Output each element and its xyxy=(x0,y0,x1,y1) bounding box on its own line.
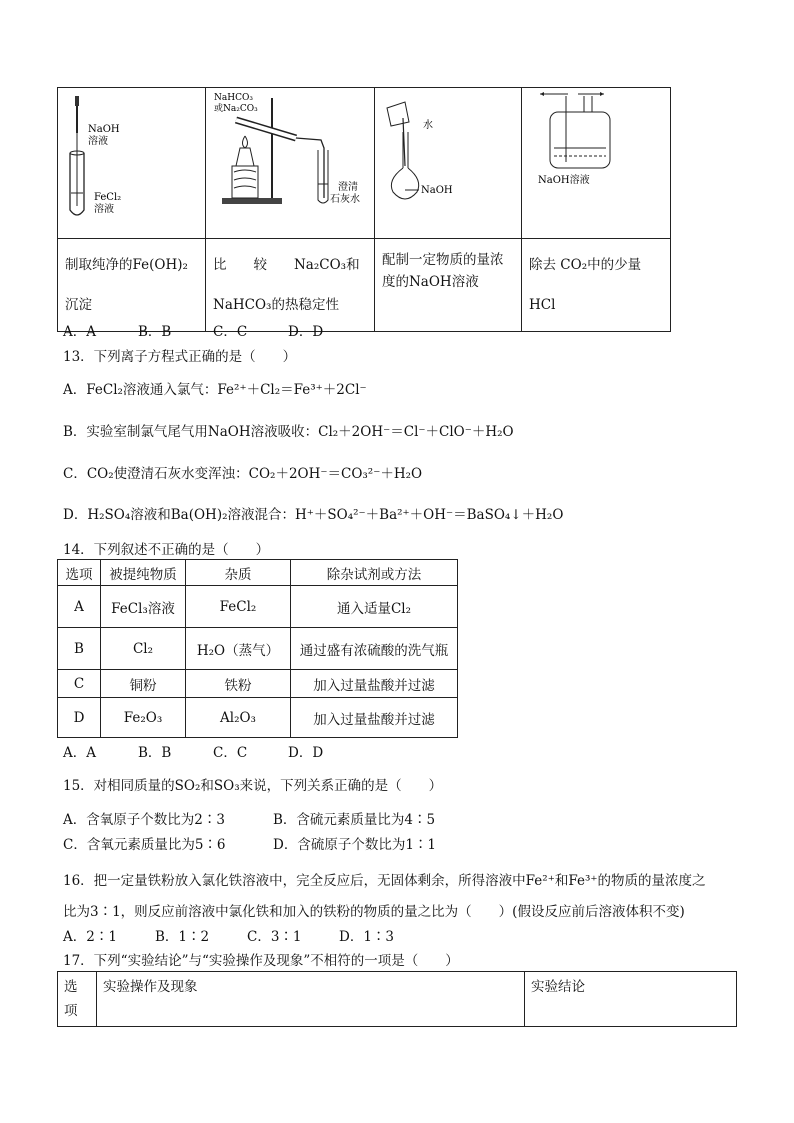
q14-table xyxy=(57,559,458,738)
svg-text:溶液: 溶液 xyxy=(94,204,114,215)
q14-header: 被提纯物质 xyxy=(101,560,186,586)
svg-text:溶液: 溶液 xyxy=(88,136,108,147)
q13-option-d: D．H₂SO₄溶液和Ba(OH)₂溶液混合：H⁺＋SO₄²⁻＋Ba²⁺＋OH⁻＝BaSO₄↓＋H₂O xyxy=(63,507,564,523)
q14-options: A．A B．B C．C D．D xyxy=(63,745,324,761)
label-naoh: NaOH xyxy=(88,124,120,135)
dropper-testtube-figure xyxy=(58,88,205,234)
q16-options: A．2∶1 B．1∶2 C．3∶1 D．1∶3 xyxy=(63,929,395,945)
gas-washing-bottle-figure xyxy=(522,88,670,234)
q16-stem-line2: 比为3∶1，则反应前溶液中氯化铁和加入的铁粉的物质的量之比为（ ）(假设反应前后溶液体积不变) xyxy=(63,904,685,920)
heating-apparatus-figure xyxy=(206,88,374,234)
q14-header: 除杂试剂或方法 xyxy=(291,560,458,586)
q17-table xyxy=(57,971,737,1027)
q12-options: A．A B．B C．C D．D xyxy=(63,324,324,340)
volumetric-flask-figure xyxy=(375,88,521,234)
svg-text:NaOH: NaOH xyxy=(421,185,453,196)
q14-header: 杂质 xyxy=(186,560,291,586)
q13-stem: 13．下列离子方程式正确的是（ ） xyxy=(63,349,297,365)
svg-text:或Na₂CO₃: 或Na₂CO₃ xyxy=(214,104,258,114)
table-row: D Fe₂O₃ Al₂O₃ 加入过量盐酸并过滤 xyxy=(58,698,458,738)
svg-text:NaHCO₃: NaHCO₃ xyxy=(214,93,253,103)
q12-caption-d: 除去 CO₂中的少量 HCl xyxy=(522,239,671,332)
q12-caption-b: 比 较 Na₂CO₃和 NaHCO₃的热稳定性 xyxy=(206,239,375,332)
q14-stem: 14．下列叙述不正确的是（ ） xyxy=(63,542,270,558)
label-fecl2: FeCl₂ xyxy=(94,192,122,203)
q12-caption-a: 制取纯净的Fe(OH)₂沉淀 xyxy=(58,239,206,332)
svg-text:NaOH溶液: NaOH溶液 xyxy=(538,175,590,186)
svg-text:石灰水: 石灰水 xyxy=(330,194,360,205)
q17-header-operation: 实验操作及现象 xyxy=(97,972,525,1027)
q12-figure-b xyxy=(206,88,375,239)
q14-header: 选项 xyxy=(58,560,101,586)
q12-caption-c: 配制一定物质的量浓度的NaOH溶液 xyxy=(375,239,522,332)
q16-stem-line1: 16．把一定量铁粉放入氯化铁溶液中，完全反应后，无固体剩余，所得溶液中Fe²⁺和Fe³⁺的物质的量浓度之 xyxy=(63,873,706,889)
table-row: C 铜粉 铁粉 加入过量盐酸并过滤 xyxy=(58,670,458,698)
q13-option-b: B．实验室制氯气尾气用NaOH溶液吸收：Cl₂＋2OH⁻＝Cl⁻＋ClO⁻＋H₂O xyxy=(63,424,514,440)
svg-text:澄清: 澄清 xyxy=(338,182,358,193)
q13-option-c: C．CO₂使澄清石灰水变浑浊：CO₂＋2OH⁻＝CO₃²⁻＋H₂O xyxy=(63,466,423,482)
q12-figure-c xyxy=(375,88,522,239)
q12-figure-d xyxy=(522,88,671,239)
q15-options-row1: A．含氧原子个数比为2∶3 B．含硫元素质量比为4∶5 xyxy=(63,812,436,828)
q15-options-row2: C．含氧元素质量比为5∶6 D．含硫原子个数比为1∶1 xyxy=(63,837,437,853)
q13-option-a: A．FeCl₂溶液通入氯气：Fe²⁺＋Cl₂＝Fe³⁺＋2Cl⁻ xyxy=(63,382,367,398)
q12-figure-a xyxy=(58,88,206,239)
svg-text:水: 水 xyxy=(423,120,433,131)
q15-stem: 15．对相同质量的SO₂和SO₃来说，下列关系正确的是（ ） xyxy=(63,778,443,794)
q17-header-option: 选项 xyxy=(58,972,97,1027)
q12-table xyxy=(57,87,671,332)
q17-header-conclusion: 实验结论 xyxy=(525,972,737,1027)
table-row: B Cl₂ H₂O（蒸气） 通过盛有浓硫酸的洗气瓶 xyxy=(58,628,458,670)
q17-stem: 17．下列“实验结论”与“实验操作及现象”不相符的一项是（ ） xyxy=(63,953,459,969)
table-row: A FeCl₃溶液 FeCl₂ 通入适量Cl₂ xyxy=(58,586,458,628)
